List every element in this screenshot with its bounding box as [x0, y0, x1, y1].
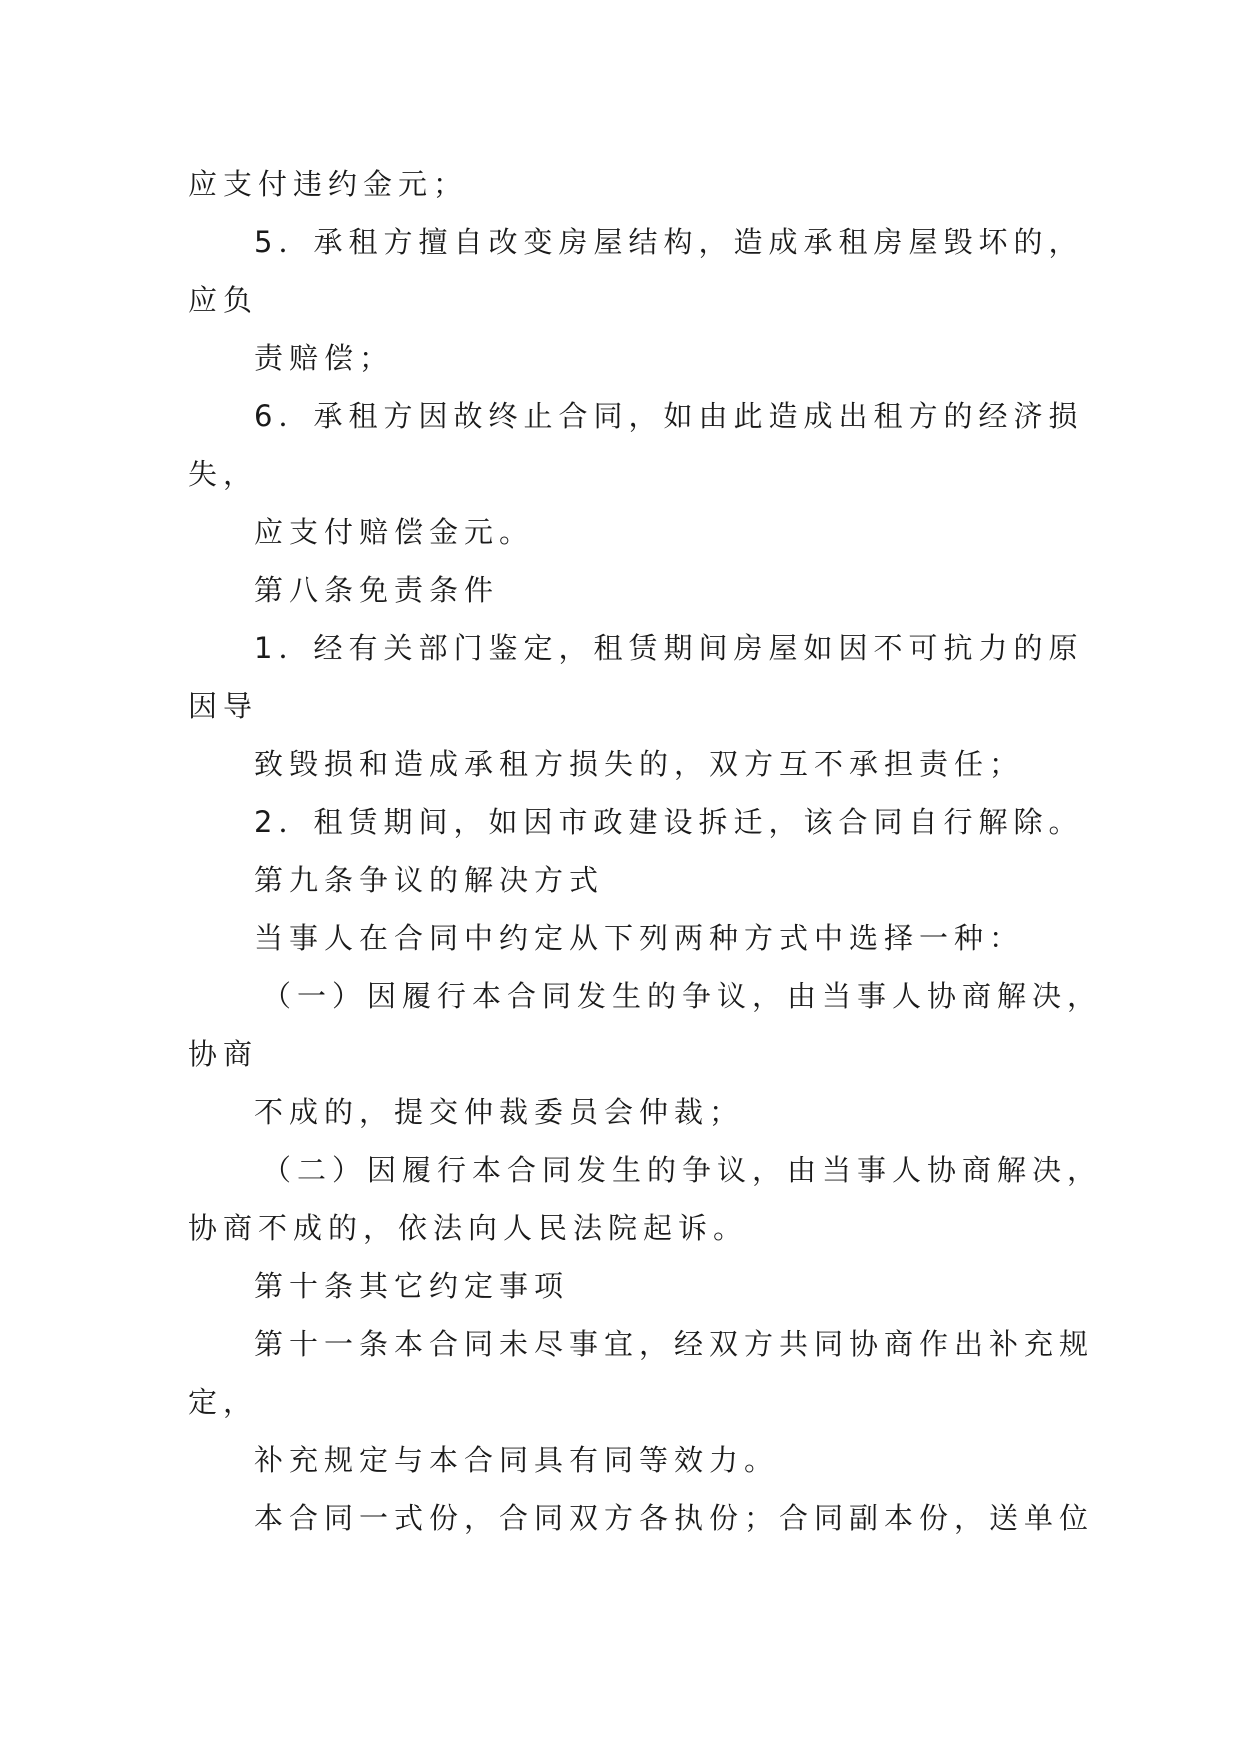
- text-line: 应支付违约金元；: [188, 167, 469, 201]
- text-line: 2．租赁期间，如因市政建设拆迁，该合同自行解除。: [254, 805, 1084, 839]
- text-line: 失，: [188, 457, 259, 491]
- text-line: 当事人在合同中约定从下列两种方式中选择一种：: [254, 921, 1025, 955]
- text-line: 第十一条本合同未尽事宜，经双方共同协商作出补充规: [254, 1327, 1095, 1361]
- section-heading: 第十条其它约定事项: [254, 1269, 570, 1303]
- section-heading: 第八条免责条件: [254, 573, 500, 607]
- text-line: 责赔偿；: [254, 341, 395, 375]
- text-line: 6．承租方因故终止合同，如由此造成出租方的经济损: [254, 399, 1084, 433]
- text-line: 补充规定与本合同具有同等效力。: [254, 1443, 780, 1477]
- text-line: 5．承租方擅自改变房屋结构，造成承租房屋毁坏的，: [254, 225, 1084, 259]
- text-line: 应支付赔偿金元。: [254, 515, 535, 549]
- text-line: 协商不成的，依法向人民法院起诉。: [188, 1211, 749, 1245]
- text-line: 因导: [188, 689, 259, 723]
- text-line: 1．经有关部门鉴定，租赁期间房屋如因不可抗力的原: [254, 631, 1084, 665]
- text-line: 致毁损和造成承租方损失的，双方互不承担责任；: [254, 747, 1025, 781]
- text-line: （二）因履行本合同发生的争议，由当事人协商解决，: [262, 1153, 1103, 1187]
- text-line: 定，: [188, 1385, 259, 1419]
- text-line: 本合同一式份，合同双方各执份；合同副本份，送单位: [254, 1501, 1095, 1535]
- text-line: （一）因履行本合同发生的争议，由当事人协商解决，: [262, 979, 1103, 1013]
- text-line: 应负: [188, 283, 259, 317]
- text-line: 不成的，提交仲裁委员会仲裁；: [254, 1095, 745, 1129]
- text-line: 协商: [188, 1037, 259, 1071]
- section-heading: 第九条争议的解决方式: [254, 863, 605, 897]
